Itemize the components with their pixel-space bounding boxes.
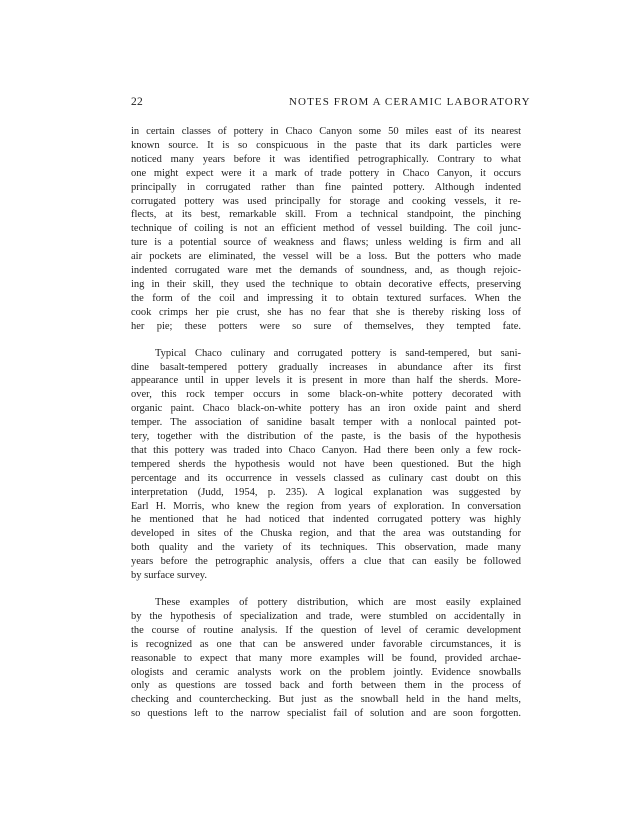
text-line: by surface survey.: [131, 570, 207, 582]
text-line: Typical Chaco culinary and corrugated pottery is sand-tempered, but sani-: [155, 347, 521, 359]
text-line: that this pottery was traded into Chaco Canyon. Had there been only a few rock-: [131, 444, 521, 456]
paragraph: [131, 125, 521, 334]
text-line: her pie; these potters were so sure of themselves, they tempted fate.: [131, 320, 521, 332]
text-line: checking and counterchecking. But just as the snowball held in the hand melts,: [131, 694, 521, 706]
text-line: interpretation (Judd, 1954, p. 235). A logical explanation was suggested by: [131, 486, 521, 498]
page-number: 22: [131, 96, 144, 108]
text-line: by the hypothesis of specialization and trade, were stumbled on accidentally in: [131, 610, 521, 622]
text-line: dine basalt-tempered pottery gradually increases in abundance after its first: [131, 361, 521, 373]
text-line: tery, together with the distribution of the paste, is the basis of the hypothesis: [131, 431, 521, 443]
text-line: ture is a potential source of weakness and flaws; unless welding is firm and all: [131, 237, 521, 249]
running-head: NOTES FROM A CERAMIC LABORATORY: [289, 96, 531, 108]
text-line: percentage and its occurrence in vessels classed as culinary cast doubt on this: [131, 472, 521, 484]
text-line: both quality and the variety of its techniques. This observation, made many: [131, 542, 521, 554]
text-line: over, this rock temper occurs in some black-on-white pottery decorated with: [131, 389, 521, 401]
text-line: so questions left to the narrow specialist fail of solution and are soon forgotten.: [131, 708, 521, 720]
text-line: in certain classes of pottery in Chaco Canyon some 50 miles east of its nearest: [131, 126, 521, 137]
text-line: cook crimps her pie crust, she has no fear that she is thereby risking loss of: [131, 306, 521, 318]
text-line: Earl H. Morris, who knew the region from years of exploration. In conversation: [131, 500, 521, 512]
text-line: known source. It is so conspicuous in the paste that its dark particles were: [131, 139, 521, 151]
paragraph: [131, 596, 521, 721]
text-line: years before the petrographic analysis, offers a clue that can easily be followed: [131, 556, 521, 568]
text-line: developed in sites of the Chuska region, and that the area was outstanding for: [131, 528, 521, 540]
text-line: ing in their skill, they used the technique to obtain decorative effects, preserving: [131, 278, 521, 290]
text-line: corrugated pottery was used principally for storage and cooking vessels, it re-: [131, 195, 521, 207]
text-line: indented corrugated ware met the demands of soundness, and, as though rejoic-: [131, 265, 521, 277]
text-line: air pockets are eliminated, the vessel will be a loss. But the potters who made: [131, 251, 521, 263]
text-line: principally in corrugated rather than fine painted pottery. Although indented: [131, 181, 521, 193]
text-line: tempered sherds the hypothesis would not have been questioned. But the high: [131, 458, 521, 470]
text-line: reasonable to expect that many more examples will be found, provided archae-: [131, 652, 521, 664]
text-line: organic paint. Chaco black-on-white pottery has an iron oxide paint and sherd: [131, 403, 521, 415]
text-line: These examples of pottery distribution, which are most easily explained: [155, 597, 521, 608]
text-line: only as questions are tossed back and forth between them in the process of: [131, 680, 521, 692]
text-line: is recognized as one that can be answered under favorable circumstances, it is: [131, 638, 521, 650]
text-line: the course of routine analysis. If the question of level of ceramic development: [131, 624, 521, 636]
text-line: one might expect were it a mark of trade pottery in Chaco Canyon, it occurs: [131, 167, 521, 179]
body-text: [131, 125, 521, 721]
text-line: flects, at its best, remarkable skill. From a technical standpoint, the pinching: [131, 209, 521, 221]
text-line: temper. The association of sanidine basalt temper with a nonlocal painted pot-: [131, 417, 521, 429]
text-line: noticed many years before it was identified petrographically. Contrary to what: [131, 153, 521, 165]
paragraph: [131, 347, 521, 583]
text-line: technique of coiling is not an efficient method of vessel building. The coil junc-: [131, 223, 521, 235]
text-line: appearance until in upper levels it is present in more than half the sherds. More-: [131, 375, 521, 387]
text-line: the form of the coil and impressing it to obtain textured surfaces. When the: [131, 292, 521, 304]
text-line: ologists and ceramic analysts work on the problem jointly. Evidence snowballs: [131, 666, 521, 678]
text-line: he mentioned that he had noticed that indented corrugated pottery was highly: [131, 514, 521, 526]
